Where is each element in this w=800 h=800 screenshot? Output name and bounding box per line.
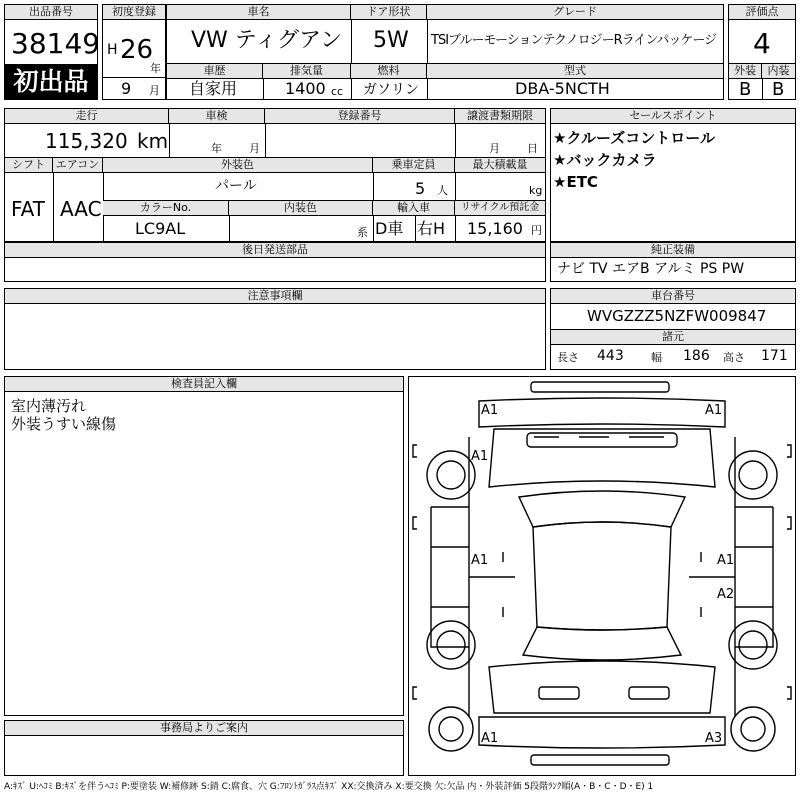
length-value: 443 [597, 348, 624, 364]
first-registration-box [102, 4, 166, 100]
history-label: 車歴 [167, 64, 263, 79]
score-box [728, 4, 796, 100]
chassis-box [550, 288, 796, 370]
history: 自家用 [189, 79, 238, 98]
chassis-number: WVGZZZ5NZFW009847 [587, 307, 767, 325]
exterior-label: 外装 [729, 64, 762, 79]
inspection-year-unit: 年 [211, 142, 222, 155]
equipment-box [550, 242, 796, 282]
transfer-label: 譲渡書類期限 [455, 109, 545, 124]
sales-point-1: ★クルーズコントロール [553, 129, 715, 147]
damage-mark-front-left: A1 [481, 403, 499, 418]
aircon: AAC [60, 197, 102, 221]
grade: TSIブルーモーションテクノロジーRラインパッケージ [431, 33, 717, 48]
first-listing-badge: 初出品 [4, 64, 98, 100]
door-label: ドア形状 [351, 5, 427, 20]
import-d: D車 [375, 219, 404, 238]
capacity-label: 乗車定員 [373, 158, 455, 173]
chassis-label: 車台番号 [551, 289, 795, 304]
fuel-label: 燃料 [351, 64, 427, 79]
car-outline-diagram [409, 377, 795, 775]
vehicle-info-box [166, 4, 724, 100]
lot-number: 38149 [11, 27, 101, 60]
later-parts-label: 後日発送部品 [5, 243, 545, 258]
shift-label: シフト [5, 158, 53, 173]
inspection-month-unit: 月 [249, 142, 260, 155]
displacement-label: 排気量 [263, 64, 351, 79]
int-color-label: 内装色 [229, 201, 373, 216]
interior-label: 内装 [762, 64, 795, 79]
first-registration-label: 初度登録 [103, 5, 165, 20]
interior-grade: B [772, 79, 785, 100]
color-no-label: カラーNo. [103, 201, 229, 216]
damage-mark-left-fender: A1 [471, 449, 489, 464]
model-code: DBA-5NCTH [515, 79, 610, 98]
equipment-label: 純正装備 [551, 243, 795, 258]
office-label: 事務局よりご案内 [5, 721, 403, 736]
sales-point-3: ★ETC [553, 173, 598, 191]
exterior-grade: B [739, 79, 752, 100]
first-reg-year: 26 [120, 35, 154, 65]
sales-point-2: ★バックカメラ [553, 151, 657, 169]
transfer-month-unit: 月 [489, 142, 500, 155]
capacity: 5 [415, 179, 426, 198]
era-letter: H [107, 42, 118, 58]
grade-label: グレード [427, 5, 723, 20]
inspector-note-2: 外装うすい線傷 [11, 415, 117, 433]
later-parts-box [4, 242, 546, 282]
damage-mark-right-rear-door: A2 [717, 587, 735, 602]
inspector-box [4, 376, 404, 716]
aircon-label: エアコン [53, 158, 103, 173]
displacement-unit: cc [331, 85, 344, 98]
ext-color: パール [215, 178, 257, 194]
mileage-label: 走行 [5, 109, 169, 124]
width-label: 幅 [651, 351, 662, 364]
first-reg-month: 9 [121, 79, 132, 98]
reg-number-label: 登録番号 [265, 109, 455, 124]
import-h: 右H [417, 219, 446, 238]
displacement: 1400 [285, 79, 326, 98]
door-type: 5W [373, 28, 409, 53]
height-value: 171 [761, 348, 788, 364]
year-unit: 年 [150, 62, 161, 75]
color-no: LC9AL [135, 219, 186, 238]
sales-points-label: セールスポイント [551, 109, 795, 124]
damage-mark-rear-left: A1 [481, 731, 499, 746]
score: 4 [753, 27, 771, 60]
sales-points-box [550, 108, 796, 242]
damage-diagram [408, 376, 796, 776]
int-color-suffix: 系 [357, 226, 368, 239]
dims-label: 諸元 [551, 330, 795, 345]
caution-box [4, 288, 546, 370]
inspection-label: 車検 [169, 109, 265, 124]
car-name-label: 車名 [167, 5, 351, 20]
recycle-unit: 円 [531, 224, 542, 237]
spec-box [4, 108, 546, 242]
length-label: 長さ [557, 351, 579, 364]
load-unit: kg [529, 184, 543, 197]
model-label: 型式 [427, 64, 723, 79]
office-box [4, 720, 404, 776]
car-name: VW ティグアン [191, 28, 343, 53]
damage-mark-left-door: A1 [471, 553, 489, 568]
damage-mark-rear-right: A3 [705, 731, 723, 746]
damage-mark-right-door: A1 [717, 553, 735, 568]
inspector-label: 検査員記入欄 [5, 377, 403, 392]
shift: FAT [11, 197, 46, 221]
transfer-day-unit: 日 [527, 142, 538, 155]
caution-label: 注意事項欄 [5, 289, 545, 304]
mileage-unit: km [137, 129, 169, 153]
lot-number-label: 出品番号 [5, 5, 97, 20]
width-value: 186 [683, 348, 710, 364]
equipment-list: ナビ TV エアB アルミ PS PW [557, 261, 745, 277]
capacity-unit: 人 [437, 184, 448, 197]
recycle-amount: 15,160 [467, 219, 523, 238]
height-label: 高さ [723, 351, 745, 364]
damage-mark-front-right: A1 [705, 403, 723, 418]
damage-legend: A:ｷｽﾞ U:ﾍｺﾐ B:ｷｽﾞを伴うﾍｺﾐ P:要塗装 W:補修跡 S:錆 C:腐食、穴 G:ﾌﾛﾝﾄｶﾞﾗｽ点ｷｽﾞ XX:交換済み X:要交換 欠:欠品 内・外装評価 5段階ﾗﾝｸ順(A・B・C・D・E) 1 [4, 782, 654, 792]
score-label: 評価点 [729, 5, 795, 20]
ext-color-label: 外装色 [103, 158, 373, 173]
fuel: ガソリン [363, 82, 419, 98]
recycle-label: リサイクル預託金 [455, 201, 545, 216]
month-unit: 月 [149, 84, 160, 97]
import-label: 輸入車 [373, 201, 455, 216]
load-label: 最大積載量 [455, 158, 545, 173]
inspector-note-1: 室内薄汚れ [11, 397, 87, 415]
mileage: 115,320 [45, 129, 128, 153]
